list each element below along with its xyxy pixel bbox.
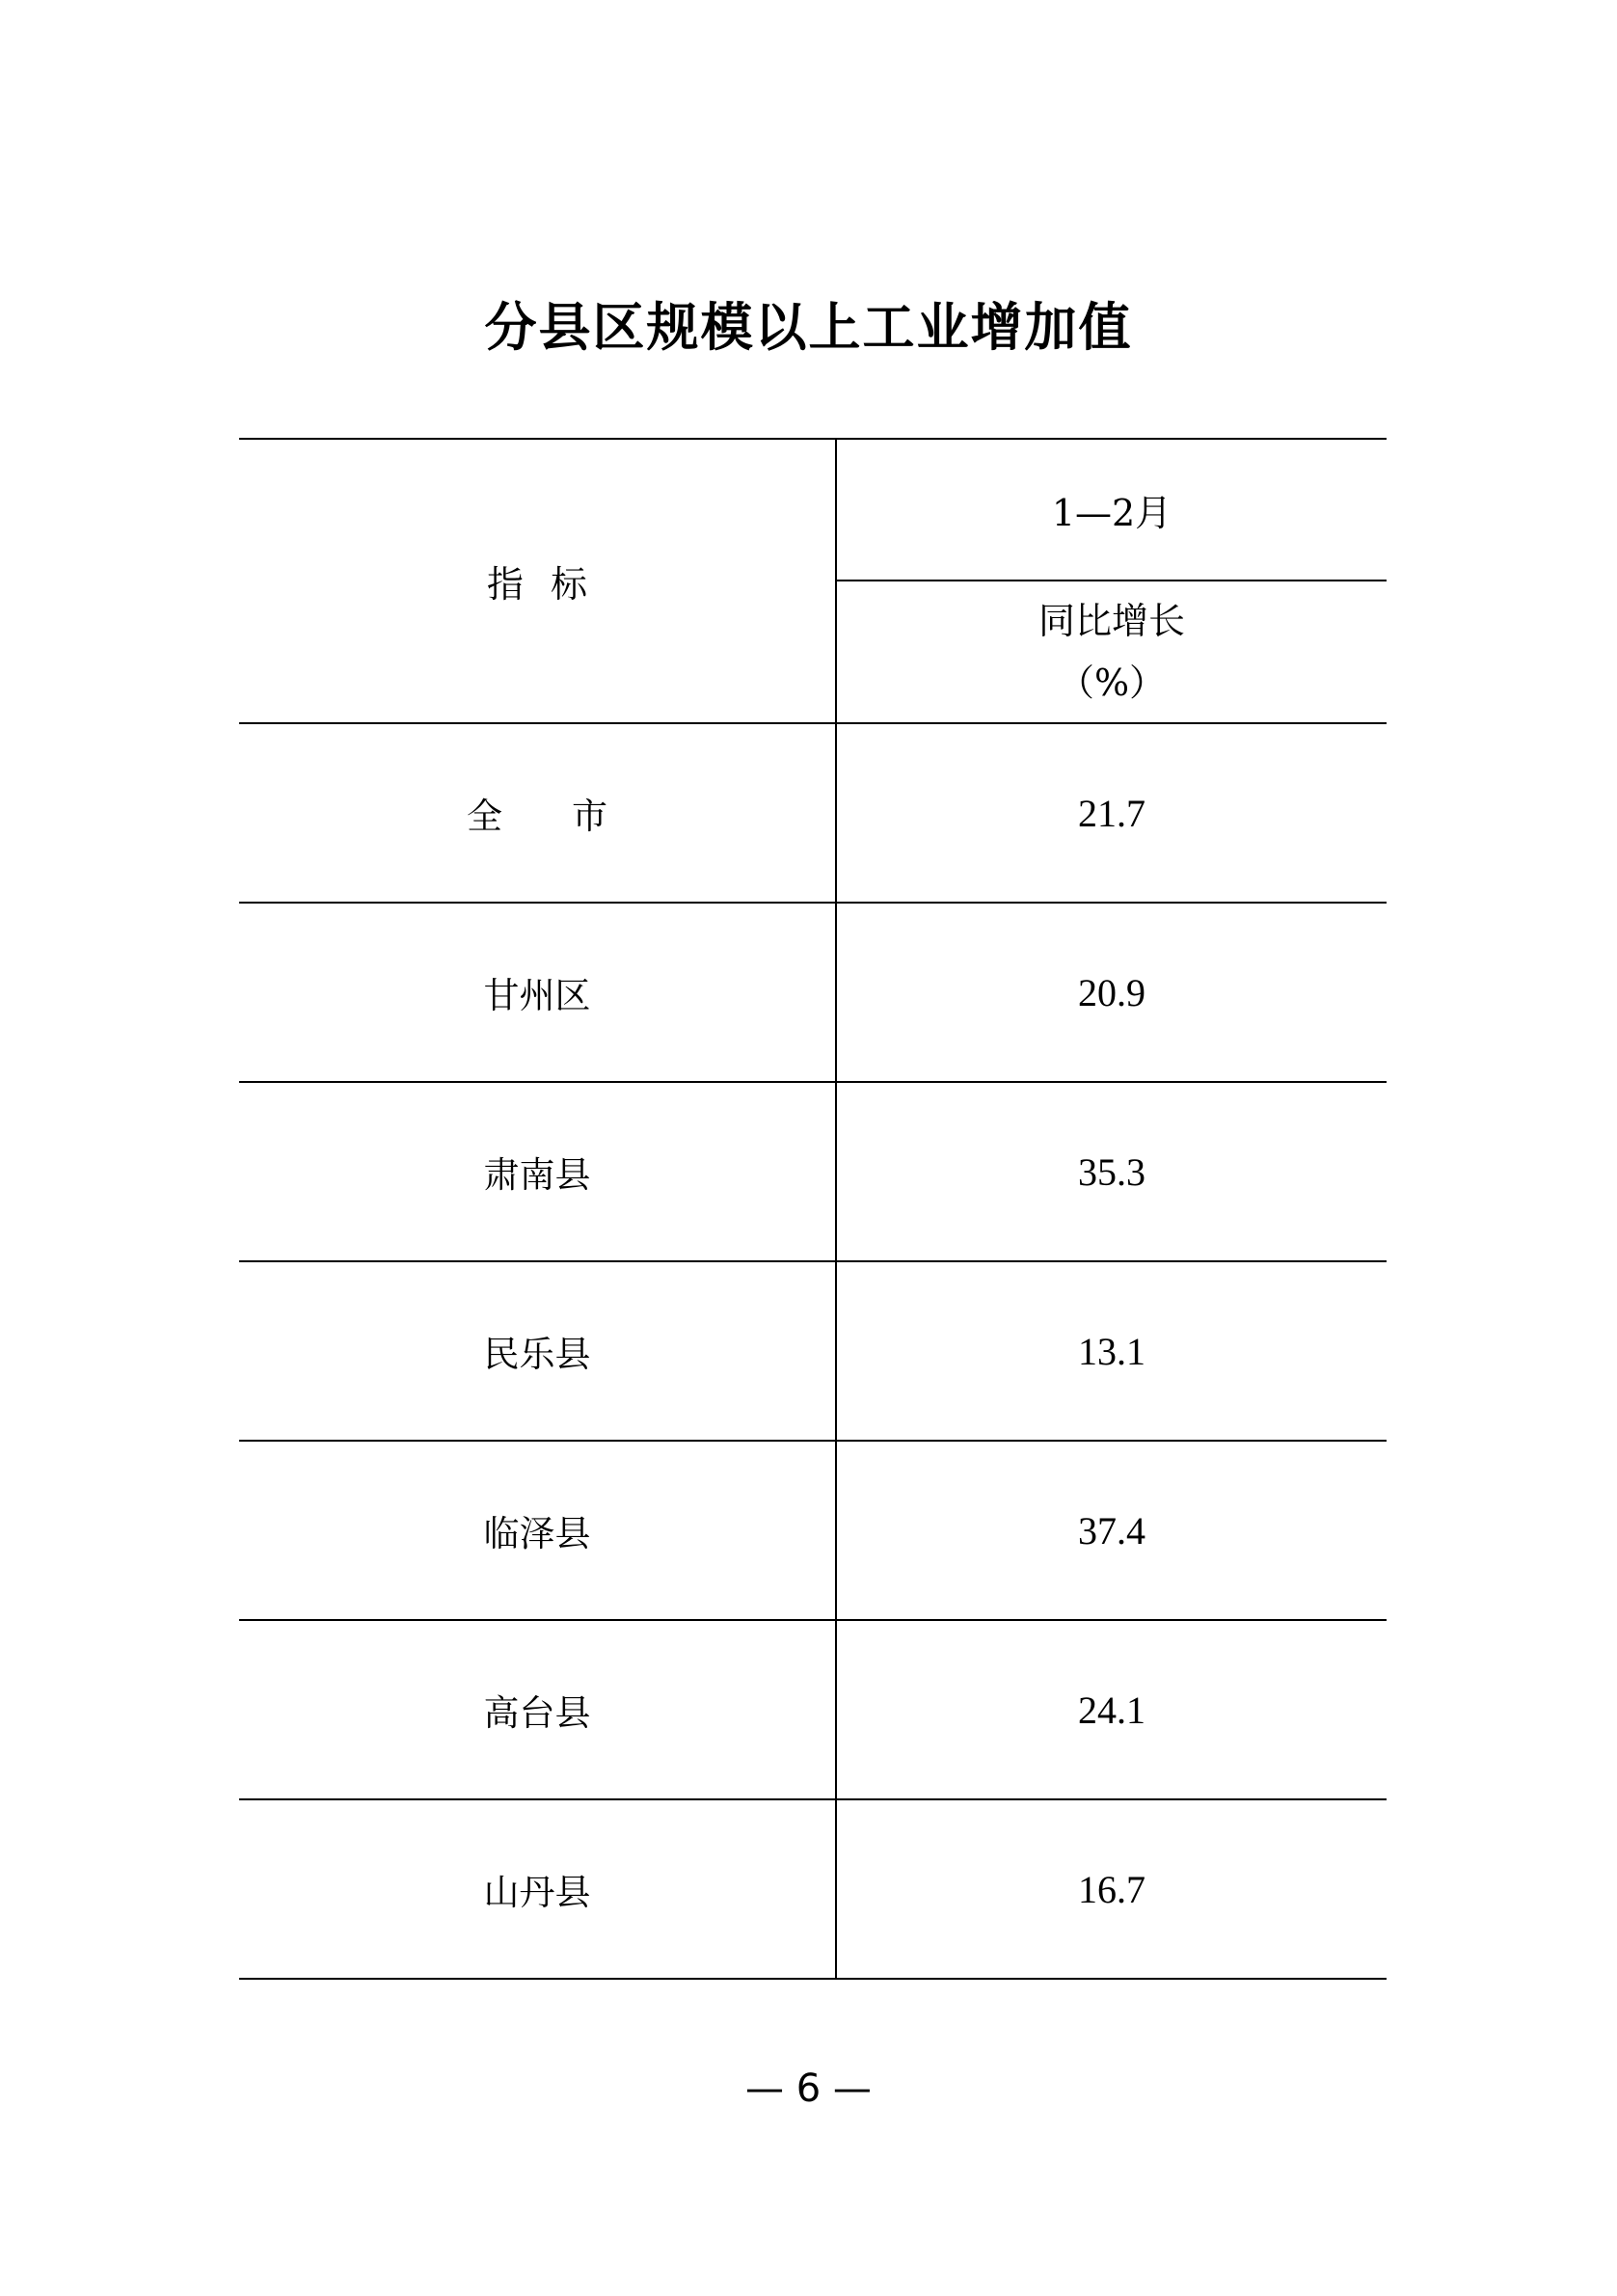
- table-row: [239, 723, 1387, 903]
- table-row: [239, 1620, 1387, 1799]
- row-label: 高台县: [239, 1620, 836, 1799]
- table-row: [239, 1261, 1387, 1441]
- row-label-city-total: 全市: [239, 723, 836, 903]
- metric-header: [836, 581, 1387, 723]
- row-value: 16.7: [836, 1799, 1387, 1979]
- row-label: 民乐县: [239, 1261, 836, 1441]
- row-value-city-total: 21.7: [836, 723, 1387, 903]
- row-value: 37.4: [836, 1441, 1387, 1620]
- row-label: 山丹县: [239, 1799, 836, 1979]
- row-value: 20.9: [836, 903, 1387, 1082]
- industrial-value-table: [239, 438, 1387, 1980]
- table-row: [239, 1799, 1387, 1979]
- period-header: 1—2月: [836, 439, 1387, 581]
- metric-unit: （%）: [1057, 662, 1167, 704]
- indicator-header: 指标: [239, 439, 836, 723]
- table-row: [239, 903, 1387, 1082]
- row-value: 24.1: [836, 1620, 1387, 1799]
- metric-label: 同比增长: [1038, 600, 1185, 642]
- row-label: 临泽县: [239, 1441, 836, 1620]
- page-number: — 6 —: [745, 2066, 872, 2111]
- row-value: 35.3: [836, 1082, 1387, 1261]
- row-value: 13.1: [836, 1261, 1387, 1441]
- table-row: [239, 1082, 1387, 1261]
- row-label: 肃南县: [239, 1082, 836, 1261]
- page-title: 分县区规模以上工业增加值: [484, 297, 1133, 358]
- table-row: [239, 1441, 1387, 1620]
- table-header-row: [239, 439, 1387, 581]
- row-label: 甘州区: [239, 903, 836, 1082]
